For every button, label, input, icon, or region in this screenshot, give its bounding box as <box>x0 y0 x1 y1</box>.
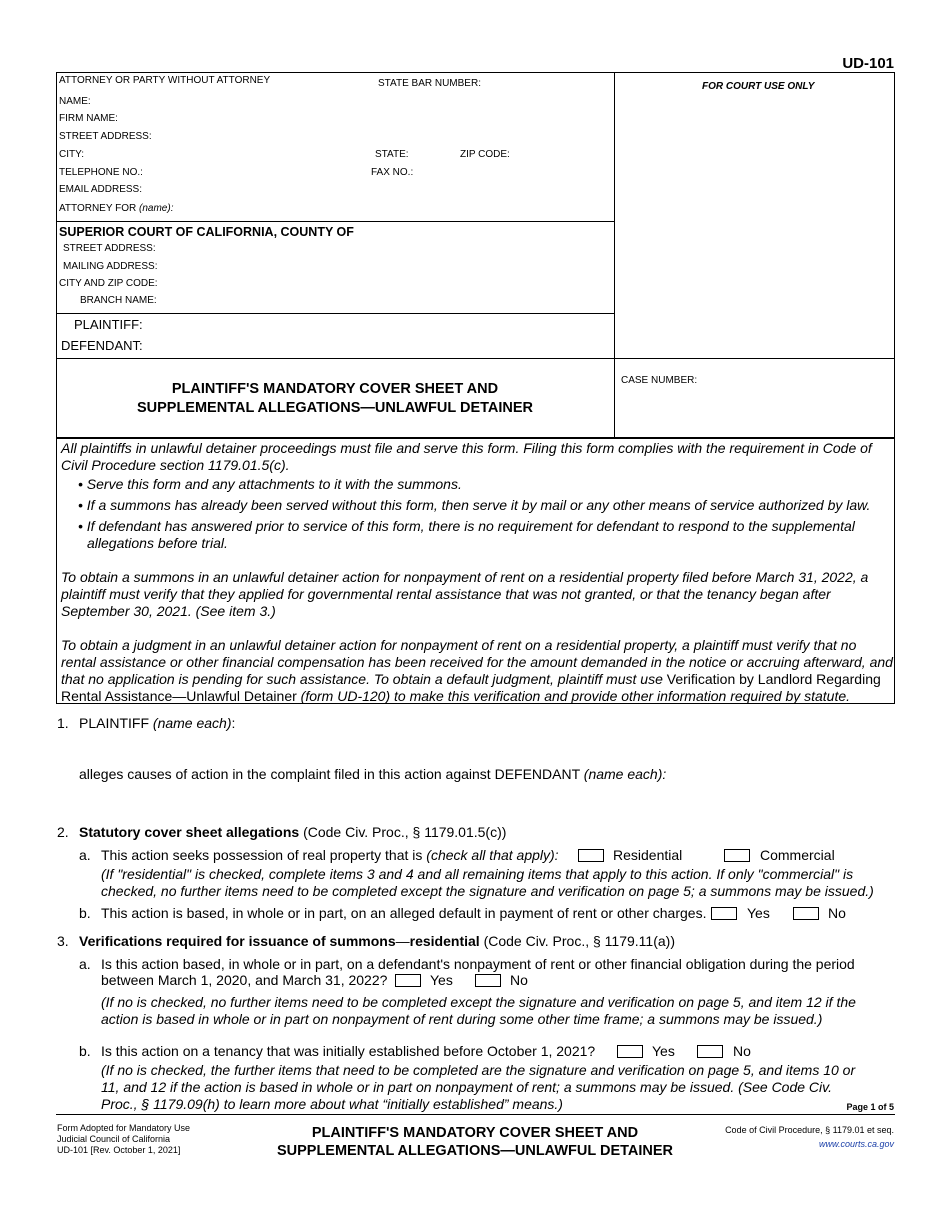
attorney-for-label: ATTORNEY FOR (name): <box>59 203 174 214</box>
email-label: EMAIL ADDRESS: <box>59 184 142 195</box>
page-number: Page 1 of 5 <box>846 1102 894 1112</box>
court-branch-label: BRANCH NAME: <box>80 295 157 306</box>
instructions-bullet-3: • If defendant has answered prior to service of this form, there is no requirement for defendant to respond to the supplemental allegations before trial. <box>78 518 855 551</box>
item-3b-yes-checkbox[interactable] <box>617 1045 643 1058</box>
footer-right <box>725 1123 894 1151</box>
item-2-number: 2. <box>57 824 69 840</box>
court-use-label: FOR COURT USE ONLY <box>702 81 815 92</box>
court-street-label: STREET ADDRESS: <box>63 243 156 254</box>
item-2b-yes-checkbox[interactable] <box>711 907 737 920</box>
footer-title: PLAINTIFF'S MANDATORY COVER SHEET AND SUPPLEMENTAL ALLEGATIONS—UNLAWFUL DETAINER <box>276 1125 674 1159</box>
state-label: STATE: <box>375 149 409 160</box>
city-label: CITY: <box>59 149 85 160</box>
plaintiff-label: PLAINTIFF: <box>74 317 143 332</box>
attorney-label: ATTORNEY OR PARTY WITHOUT ATTORNEY <box>59 75 271 86</box>
courts-link[interactable]: www.courts.ca.gov <box>818 1139 894 1149</box>
item-3-number: 3. <box>57 933 69 949</box>
item-2b-letter: b. <box>79 905 91 921</box>
instructions-para-2: To obtain a summons in an unlawful detainer action for nonpayment of rent on a residential property filed before March 31, 2022, a plaintiff must verify that they applied for governmental rental assistance that was not granted, or that the tenancy began after September 30, 2021. (See item 3.) <box>61 569 869 619</box>
instructions-intro: All plaintiffs in unlawful detainer proceedings must file and serve this form. Filing this form complies with the requirement in Code of Civil Procedure section 1179.01.5(c). <box>61 440 872 473</box>
item-2b-no-label: No <box>828 905 846 921</box>
form-title: PLAINTIFF'S MANDATORY COVER SHEET AND SUPPLEMENTAL ALLEGATIONS—UNLAWFUL DETAINER <box>136 381 534 416</box>
item-1-alleges: alleges causes of action in the complaint filed in this action against DEFENDANT (name each): <box>79 766 667 782</box>
item-3a-no-checkbox[interactable] <box>475 974 501 987</box>
defendant-label: DEFENDANT: <box>61 338 143 353</box>
commercial-checkbox[interactable] <box>724 849 750 862</box>
footer-citation: Code of Civil Procedure, § 1179.01 et seq. <box>725 1125 894 1135</box>
item-3b-yes-label: Yes <box>652 1043 675 1059</box>
item-3a-text: Is this action based, in whole or in part, on a defendant's nonpayment of rent or other financial obligation during the period <box>101 956 855 972</box>
item-3a-text-2: between March 1, 2020, and March 31, 2022? <box>101 972 388 988</box>
item-1-label: PLAINTIFF (name each): <box>79 715 236 731</box>
item-3b-no-checkbox[interactable] <box>697 1045 723 1058</box>
item-2b-yes-label: Yes <box>747 905 770 921</box>
item-3b-note: (If no is checked, the further items that need to be completed are the signature and verification on page 5, and items 10 or 11, and 12 if the action is based in whole or in part on nonpayment of rent; a summons may be issued. (See Code Civ. Proc., § 1179.09(h) to learn more about what “initially established” means.) <box>101 1062 856 1112</box>
item-3a-yes-label: Yes <box>430 972 453 988</box>
residential-checkbox[interactable] <box>578 849 604 862</box>
court-cityzip-label: CITY AND ZIP CODE: <box>59 278 158 289</box>
fax-label: FAX NO.: <box>371 167 414 178</box>
item-3a-no-label: No <box>510 972 528 988</box>
item-3b-no-label: No <box>733 1043 751 1059</box>
court-title: SUPERIOR COURT OF CALIFORNIA, COUNTY OF <box>59 225 354 239</box>
phone-label: TELEPHONE NO.: <box>59 167 143 178</box>
item-3b-letter: b. <box>79 1043 91 1059</box>
street-label: STREET ADDRESS: <box>59 131 152 142</box>
instructions-bullet-2: • If a summons has already been served without this form, then serve it by mail or any other means of service authorized by law. <box>78 497 871 513</box>
item-3a-note: (If no is checked, no further items need to be completed except the signature and verification on page 5, and item 12 if the action is based in whole or in part on nonpayment of rent during some other time frame; a summons may be issued.) <box>101 994 856 1027</box>
item-2a-text: This action seeks possession of real property that is (check all that apply): <box>101 847 559 863</box>
name-label: NAME: <box>59 96 91 107</box>
item-1-number: 1. <box>57 715 69 731</box>
case-number-label: CASE NUMBER: <box>621 375 698 386</box>
residential-label: Residential <box>613 847 683 863</box>
item-3a-letter: a. <box>79 956 91 972</box>
item-2b-text: This action is based, in whole or in part, on an alleged default in payment of rent or other charges. <box>101 905 707 921</box>
item-2b-no-checkbox[interactable] <box>793 907 819 920</box>
firm-label: FIRM NAME: <box>59 113 118 124</box>
item-2a-note: (If "residential" is checked, complete items 3 and 4 and all remaining items that apply to this action. If only "commercial" is checked, no further items need to be completed except the signature and verification on page 5; a summons may be issued.) <box>101 866 874 899</box>
instructions-para-3: To obtain a judgment in an unlawful detainer action for nonpayment of rent on a residential property, a plaintiff must verify that no rental assistance or other financial compensation has been received for the amount demanded in the notice or accruing afterward, and that no application is pending for such assistance. To obtain a default judgment, plaintiff must use Verification by Landlord Regarding Rental Assistance—Unlawful Detainer (form UD-120) to make this verification and provide other information required by statute. <box>61 637 893 704</box>
form-id: UD-101 <box>842 55 894 72</box>
zip-label: ZIP CODE: <box>460 149 510 160</box>
item-2a-letter: a. <box>79 847 91 863</box>
court-mailing-label: MAILING ADDRESS: <box>63 261 158 272</box>
item-3b-text: Is this action on a tenancy that was initially established before October 1, 2021? <box>101 1043 596 1059</box>
item-3-title: Verifications required for issuance of summons—residential (Code Civ. Proc., § 1179.11(a)) <box>79 933 675 949</box>
footer-left: Form Adopted for Mandatory Use Judicial Council of California UD-101 [Rev. October 1, 2021] <box>57 1123 191 1155</box>
item-2-title: Statutory cover sheet allegations (Code Civ. Proc., § 1179.01.5(c)) <box>79 824 507 840</box>
commercial-label: Commercial <box>760 847 835 863</box>
item-3a-yes-checkbox[interactable] <box>395 974 421 987</box>
instructions-bullet-1: • Serve this form and any attachments to it with the summons. <box>78 476 462 492</box>
state-bar-label: STATE BAR NUMBER: <box>378 78 481 89</box>
